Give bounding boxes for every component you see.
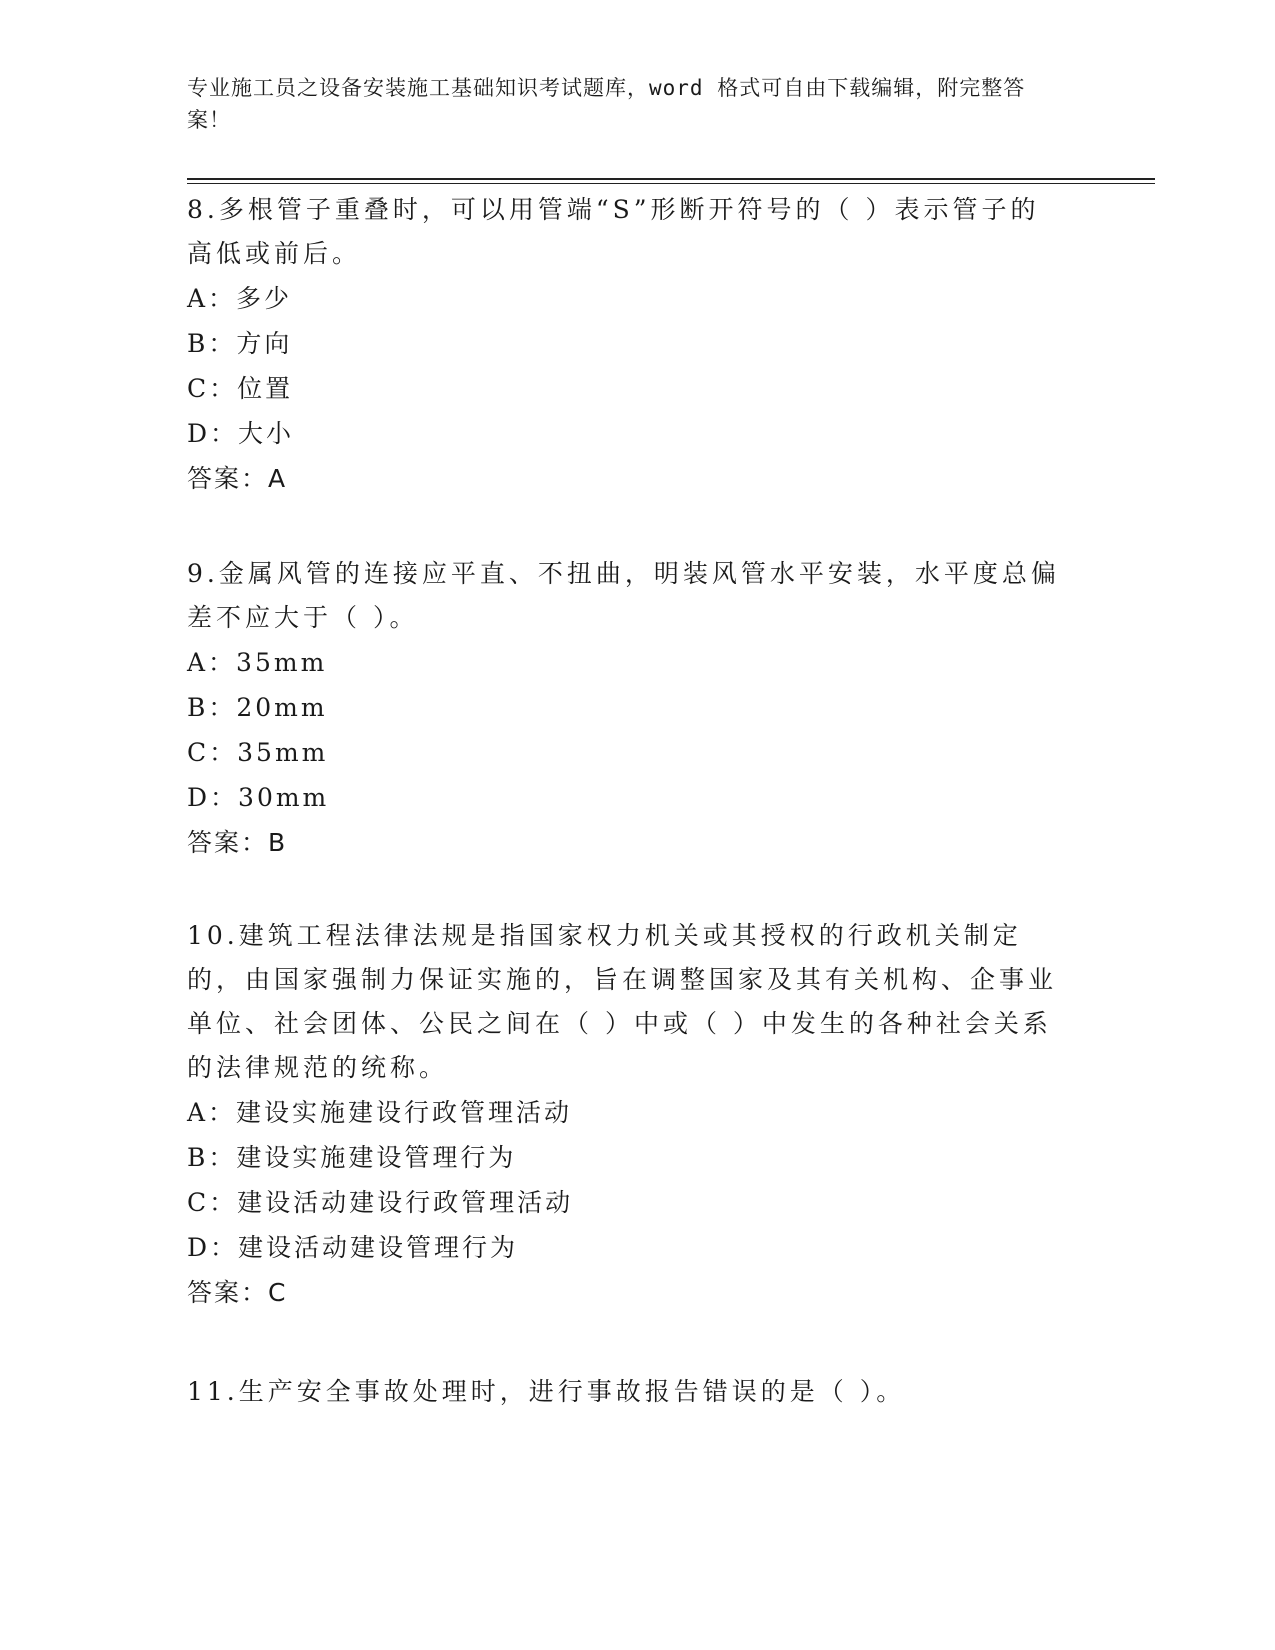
option-d: D：30mm bbox=[187, 783, 330, 812]
question-stem: 11.生产安全事故处理时，进行事故报告错误的是（ ）。 bbox=[187, 1377, 906, 1406]
question-10 bbox=[187, 914, 1067, 1316]
question-11 bbox=[187, 1370, 1067, 1414]
option-c: C：建设活动建设行政管理活动 bbox=[187, 1188, 574, 1217]
question-stem: 8.多根管子重叠时，可以用管端“S”形断开符号的（ ）表示管子的高低或前后。 bbox=[187, 195, 1040, 268]
option-a: A：建设实施建设行政管理活动 bbox=[187, 1098, 573, 1127]
answer-line: 答案：B bbox=[187, 828, 288, 857]
question-stem: 10.建筑工程法律法规是指国家权力机关或其授权的行政机关制定的，由国家强制力保证实施的，旨在调整国家及其有关机构、企事业单位、社会团体、公民之间在（ ）中或（ ）中发生的各种社会关系的法律规范的统称。 bbox=[187, 921, 1058, 1082]
question-9 bbox=[187, 552, 1067, 866]
question-8 bbox=[187, 188, 1067, 502]
option-d: D：大小 bbox=[187, 419, 295, 448]
option-b: B：方向 bbox=[187, 329, 293, 358]
answer-line: 答案：C bbox=[187, 1278, 288, 1307]
option-c: C：35mm bbox=[187, 738, 329, 767]
option-c: C：位置 bbox=[187, 374, 294, 403]
option-a: A：35mm bbox=[187, 648, 328, 677]
question-stem: 9.金属风管的连接应平直、不扭曲，明装风管水平安装，水平度总偏差不应大于（ ）。 bbox=[187, 559, 1060, 632]
option-a: A：多少 bbox=[187, 284, 293, 313]
header-rule-thin bbox=[187, 183, 1155, 184]
document-header: 专业施工员之设备安装施工基础知识考试题库，word 格式可自由下载编辑，附完整答案！ bbox=[187, 76, 1026, 132]
answer-line: 答案：A bbox=[187, 464, 288, 493]
header-rule-thick bbox=[187, 178, 1155, 180]
option-d: D：建设活动建设管理行为 bbox=[187, 1233, 519, 1262]
option-b: B：建设实施建设管理行为 bbox=[187, 1143, 517, 1172]
option-b: B：20mm bbox=[187, 693, 328, 722]
